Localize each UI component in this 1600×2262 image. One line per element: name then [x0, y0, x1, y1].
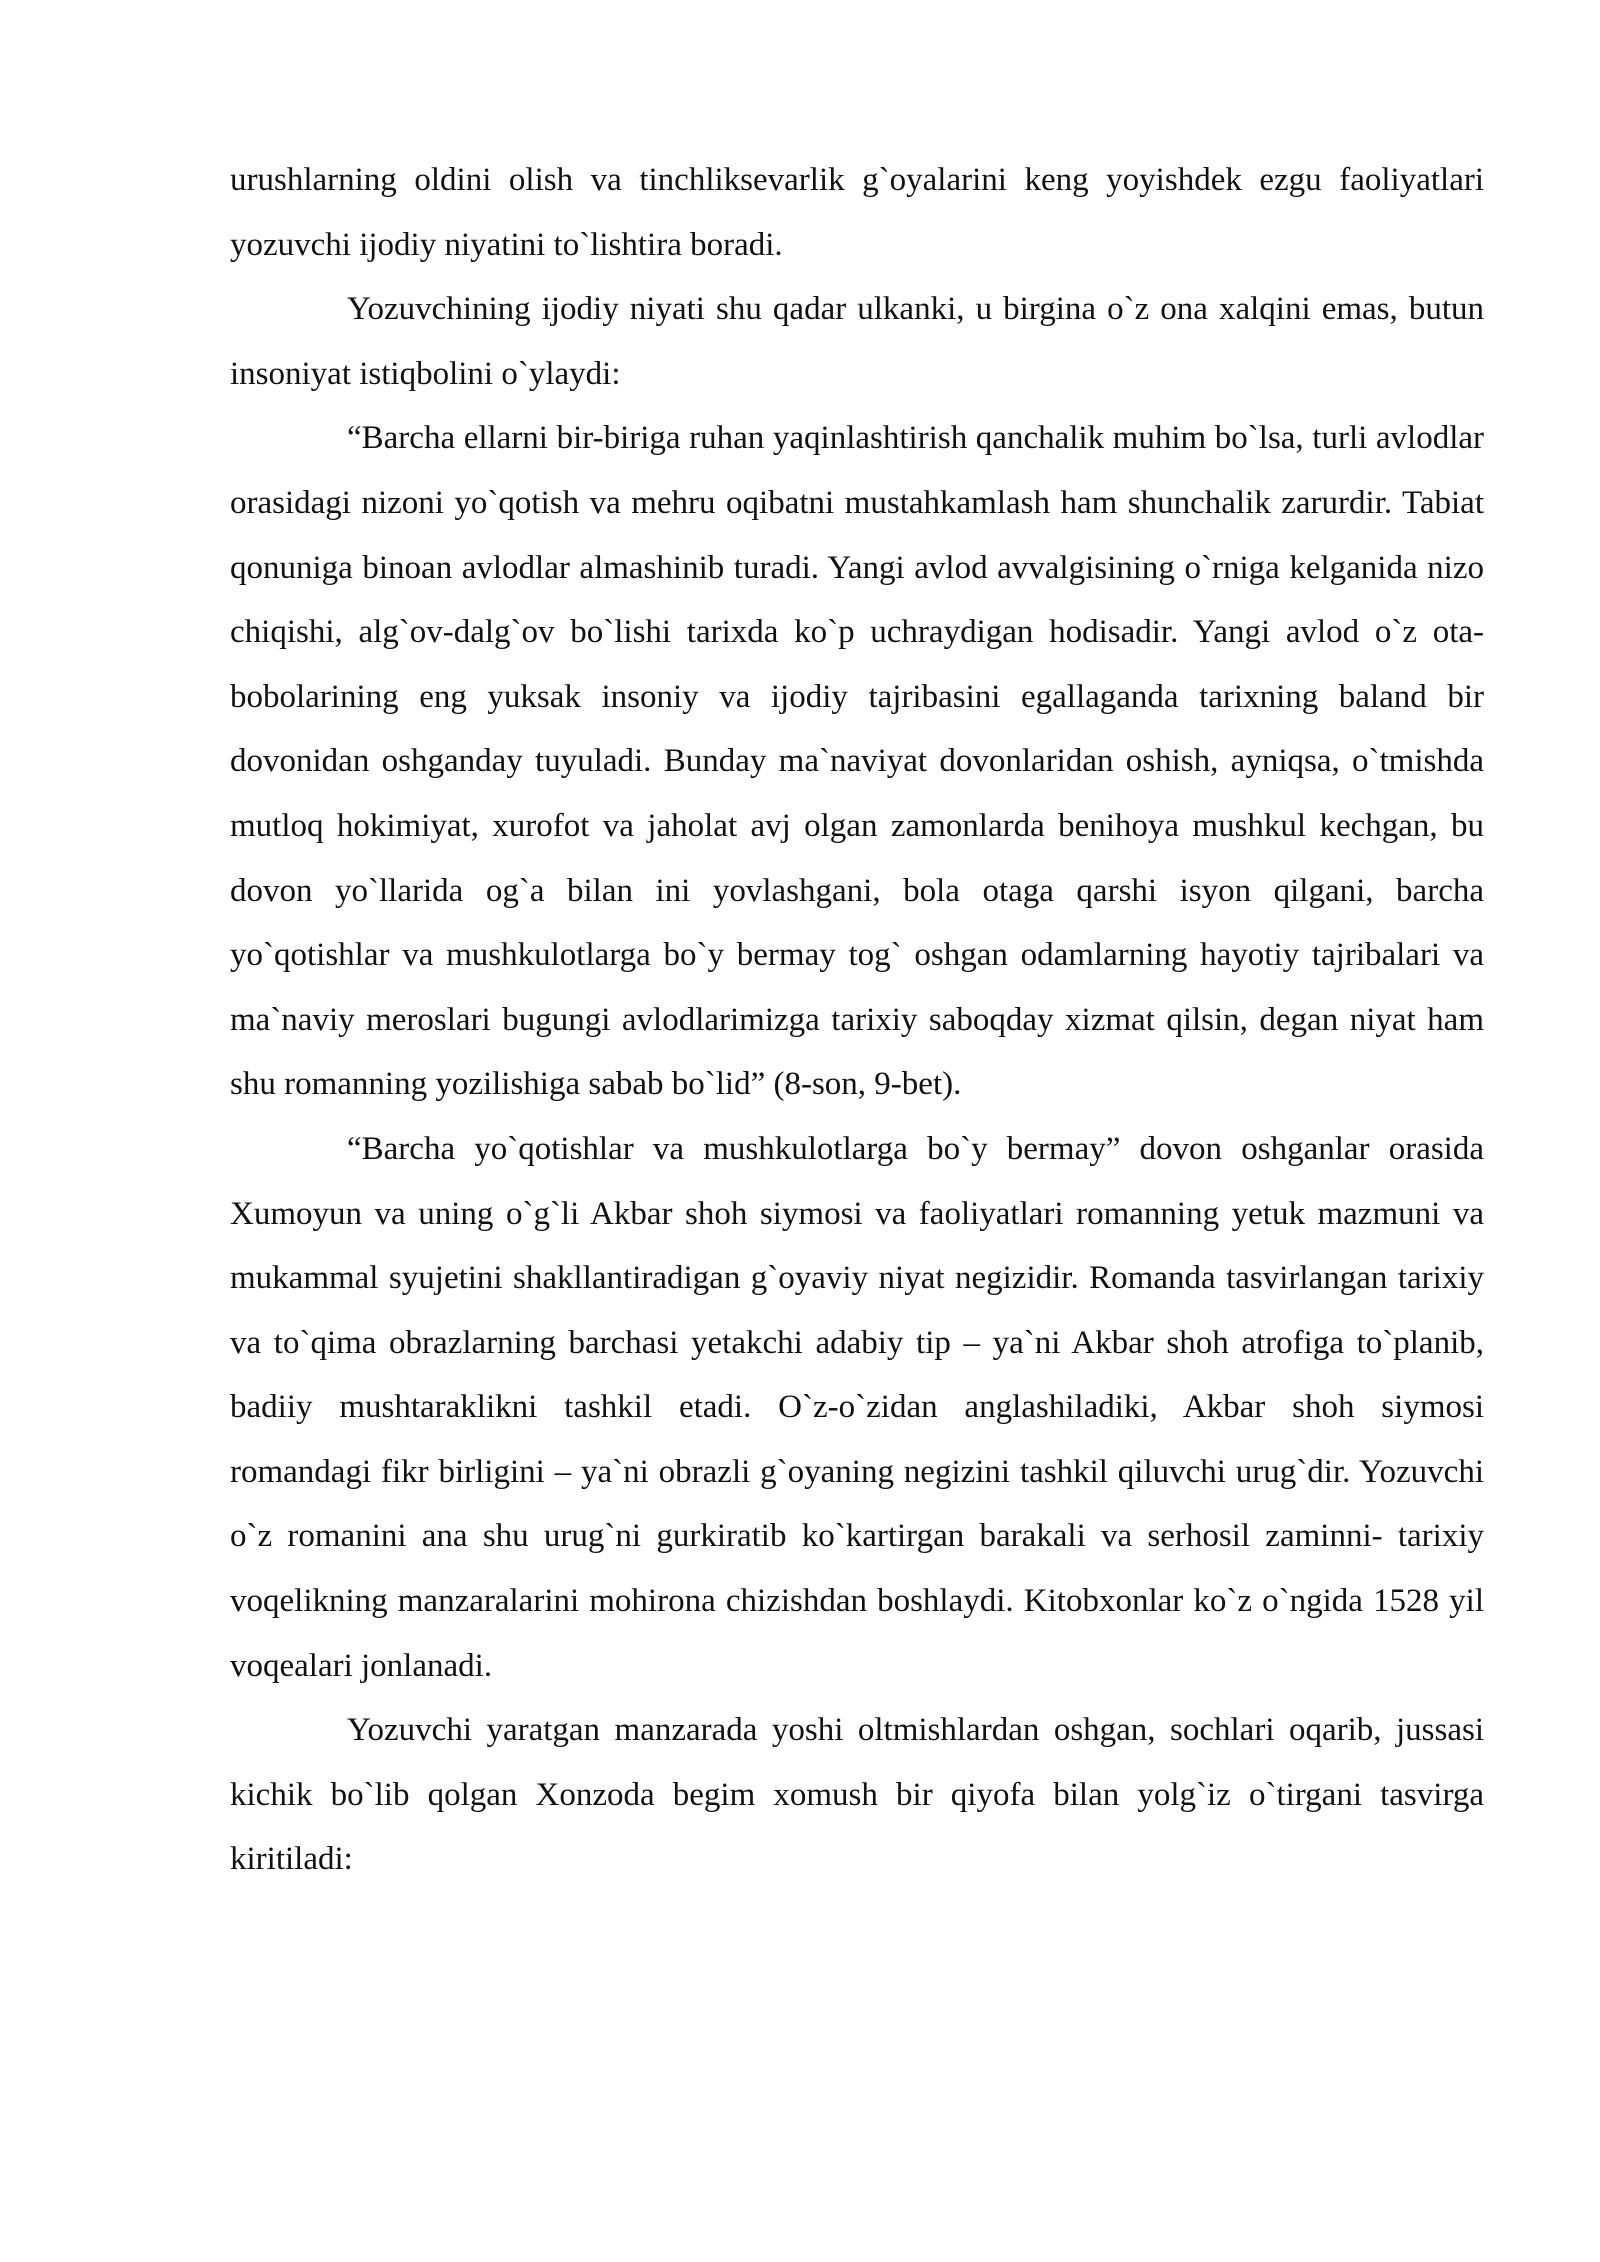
- paragraph-5: Yozuvchi yaratgan manzarada yoshi oltmishlardan oshgan, sochlari oqarib, jussasi kichik bo`lib qolgan Xonzoda begim xomush bir qiyofa bilan yolg`iz o`tirgani tasvirga kiritiladi:: [230, 1712, 1484, 1878]
- paragraph-3-quote: “Barcha ellarni bir-biriga ruhan yaqinlashtirish qanchalik muhim bo`lsa, turli avlodlar orasidagi nizoni yo`qotish va mehru oqibatni mustahkamlash ham shunchalik zarurdir. Tabiat qonuniga binoan avlodlar almashinib turadi. Yangi avlod avvalgisining o`rniga kelganida nizo chiqishi, alg`ov-dalg`ov bo`lishi tarixda ko`p uchraydigan hodisadir. Yangi avlod o`z ota-bobolarining eng yuksak insoniy va ijodiy tajribasini egallaganda tarixning baland bir dovonidan oshganday tuyuladi. Bunday ma`naviyat dovonlaridan oshish, ayniqsa, o`tmishda mutloq hokimiyat, xurofot va jaholat avj olgan zamonlarda benihoya mushkul kechgan, bu dovon yo`llarida og`a bilan ini yovlashgani, bola otaga qarshi isyon qilgani, barcha yo`qotishlar va mushkulotlarga bo`y bermay tog` oshgan odamlarning hayotiy tajribalari va ma`naviy meroslari bugungi avlodlarimizga tarixiy saboqday xizmat qilsin, degan niyat ham shu romanning yozilishiga sabab bo`lid” (8-son, 9-bet).: [230, 420, 1484, 1103]
- document-page: [230, 148, 1484, 1892]
- paragraph-2: Yozuvchining ijodiy niyati shu qadar ulkanki, u birgina o`z ona xalqini emas, butun insoniyat istiqbolini o`ylaydi:: [230, 291, 1484, 392]
- paragraph-4: “Barcha yo`qotishlar va mushkulotlarga bo`y bermay” dovon oshganlar orasida Xumoyun va uning o`g`li Akbar shoh siymosi va faoliyatlari romanning yetuk mazmuni va mukammal syujetini shakllantiradigan g`oyaviy niyat negizidir. Romanda tasvirlangan tarixiy va to`qima obrazlarning barchasi yetakchi adabiy tip – ya`ni Akbar shoh atrofiga to`planib, badiiy mushtaraklikni tashkil etadi. O`z-o`zidan anglashiladiki, Akbar shoh siymosi romandagi fikr birligini – ya`ni obrazli g`oyaning negizini tashkil qiluvchi urug`dir. Yozuvchi o`z romanini ana shu urug`ni gurkiratib ko`kartirgan barakali va serhosil zaminni- tarixiy voqelikning manzaralarini mohirona chizishdan boshlaydi. Kitobxonlar ko`z o`ngida 1528 yil voqealari jonlanadi.: [230, 1130, 1484, 1684]
- paragraph-1: urushlarning oldini olish va tinchliksevarlik g`oyalarini keng yoyishdek ezgu faoliyatlari yozuvchi ijodiy niyatini to`lishtira boradi.: [230, 162, 1484, 263]
